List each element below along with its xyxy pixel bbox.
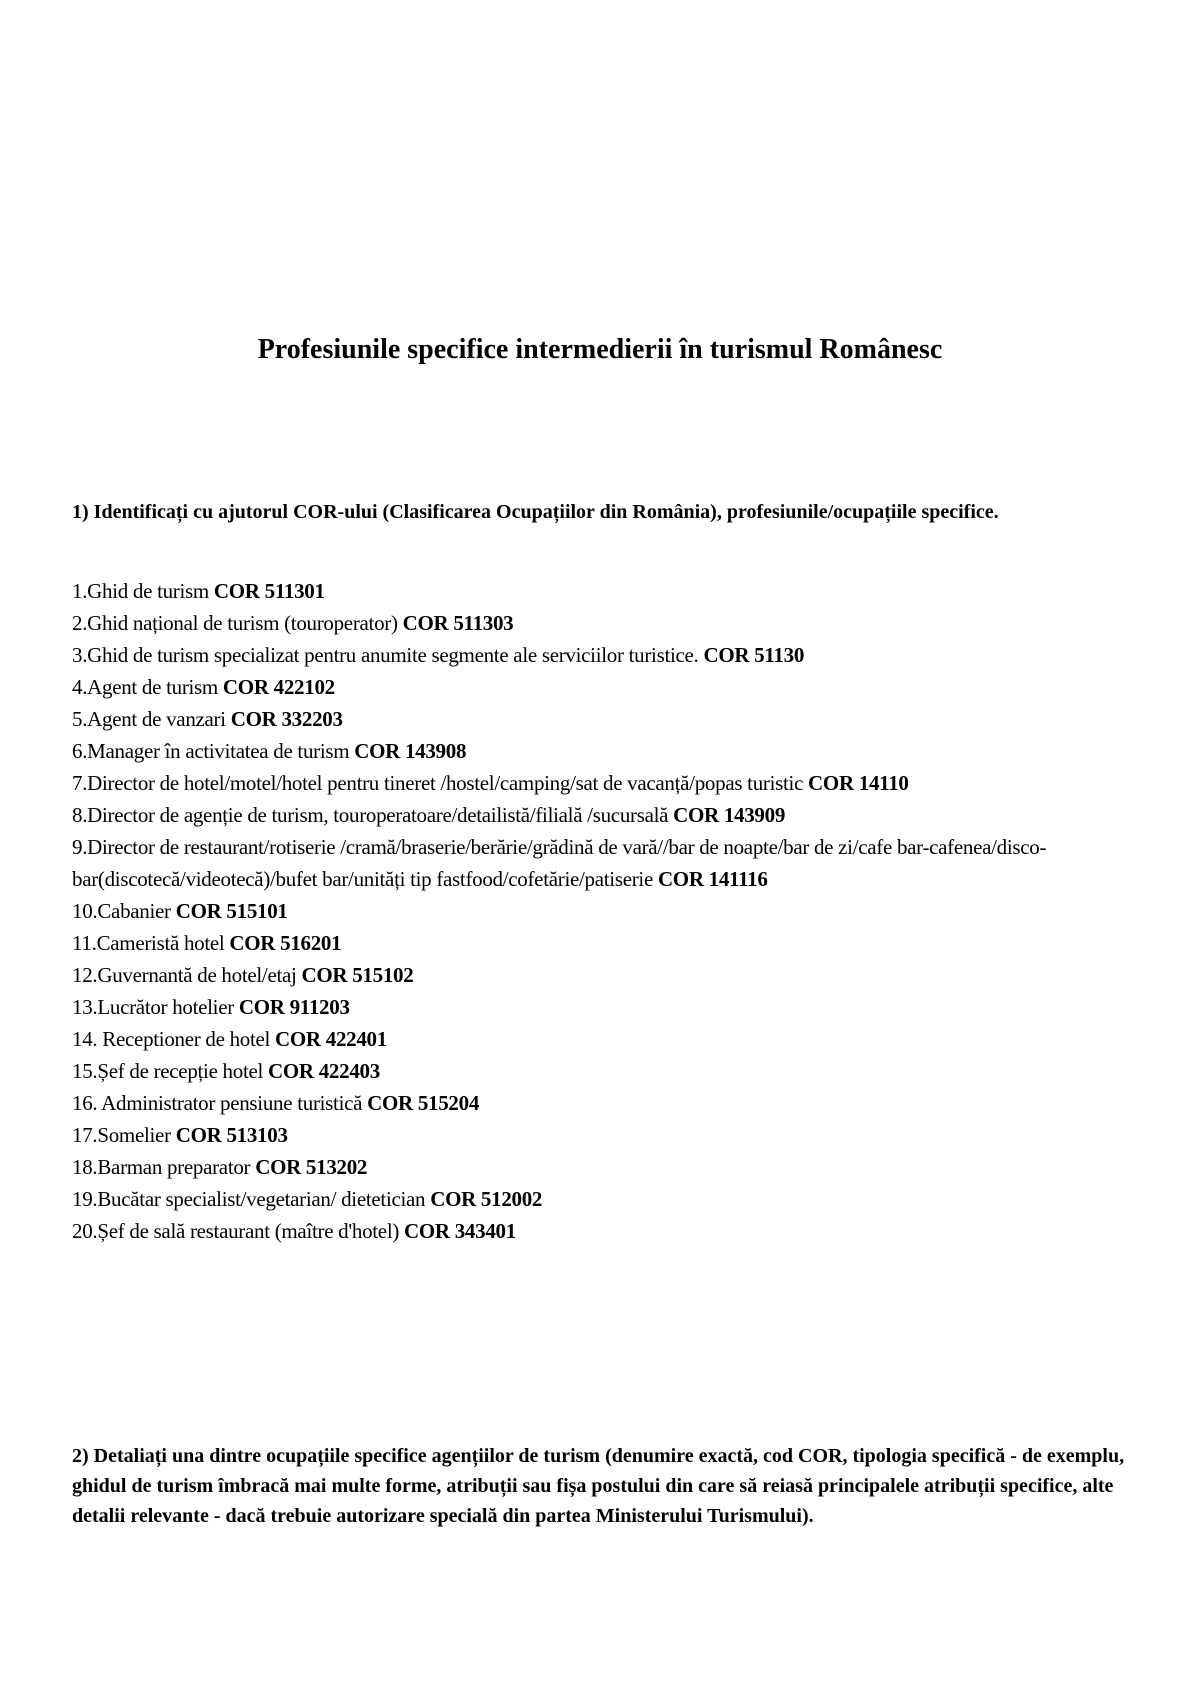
- occupation-label: 15.Șef de recepție hotel: [72, 1059, 264, 1083]
- occupation-code: COR 515101: [175, 899, 288, 923]
- occupation-code: COR 515102: [301, 963, 414, 987]
- question-2: 2) Detaliați una dintre ocupațiile specifice agențiilor de turism (denumire exactă, cod COR, tipologia specifică - de exemplu, ghidul de turism îmbracă mai multe forme, atribuții sau fișa postului din care să reiasă principalele atribuții specifice, alte detalii relevante - dacă trebuie autorizare specială din partea Ministerului Turismului).: [72, 1445, 1125, 1527]
- occupation-item: [72, 799, 1142, 831]
- occupation-label: 3.Ghid de turism specializat pentru anumite segmente ale serviciilor turistice.: [72, 643, 699, 667]
- occupation-code: COR 515204: [367, 1091, 480, 1115]
- occupation-label: 17.Somelier: [72, 1123, 171, 1147]
- occupation-label: 14. Receptioner de hotel: [72, 1027, 271, 1051]
- occupation-code: COR 14110: [808, 771, 909, 795]
- occupation-item: [72, 1055, 1142, 1087]
- occupation-item: [72, 607, 1142, 639]
- occupation-code: COR 143909: [673, 803, 786, 827]
- occupation-code: COR 51130: [703, 643, 805, 667]
- occupation-code: COR 422102: [222, 675, 335, 699]
- occupation-code: COR 513103: [175, 1123, 288, 1147]
- occupation-item: [72, 671, 1142, 703]
- question-1: 1) Identificați cu ajutorul COR-ului (Clasificarea Ocupațiilor din România), profesiunile/ocupațiile specifice.: [72, 501, 999, 523]
- occupation-item: [72, 1087, 1142, 1119]
- occupation-label: 7.Director de hotel/motel/hotel pentru tineret /hostel/camping/sat de vacanță/popas turistic: [72, 771, 804, 795]
- occupation-item: [72, 1183, 1142, 1215]
- occupation-code: COR 422403: [268, 1059, 380, 1083]
- occupation-item: [72, 959, 1142, 991]
- occupation-label: 19.Bucătar specialist/vegetarian/ dietetician: [72, 1187, 426, 1211]
- occupation-item: [72, 767, 1142, 799]
- occupation-label: 2.Ghid național de turism (touroperator): [72, 611, 398, 635]
- occupation-item: [72, 1119, 1142, 1151]
- occupation-item: [72, 831, 1142, 895]
- occupation-label: 11.Cameristă hotel: [72, 931, 225, 955]
- occupation-item: [72, 735, 1142, 767]
- occupation-code: COR 516201: [229, 931, 342, 955]
- occupation-item: [72, 703, 1142, 735]
- occupation-label: 18.Barman preparator: [72, 1155, 251, 1179]
- occupation-code: COR 332203: [230, 707, 343, 731]
- occupation-label: 8.Director de agenție de turism, touroperatoare/detailistă/filială /sucursală: [72, 803, 669, 827]
- occupation-code: COR 911203: [238, 995, 350, 1019]
- occupation-label: 6.Manager în activitatea de turism: [72, 739, 350, 763]
- occupation-item: [72, 639, 1142, 671]
- occupation-label: 9.Director de restaurant/rotiserie /cramă/braserie/berărie/grădină de vară//bar de noapte/bar de zi/cafe bar-cafenea/disco-bar(discotecă/videotecă)/bufet bar/unități tip fastfood/cofetărie/patiserie: [72, 835, 1047, 891]
- occupation-code: COR 511301: [213, 579, 325, 603]
- occupation-code: COR 512002: [430, 1187, 543, 1211]
- occupation-item: [72, 575, 1142, 607]
- occupation-code: COR 141116: [657, 867, 768, 891]
- document-title: Profesiunile specifice intermedierii în turismul Românesc: [257, 334, 943, 365]
- occupation-label: 12.Guvernantă de hotel/etaj: [72, 963, 297, 987]
- occupation-label: 10.Cabanier: [72, 899, 171, 923]
- occupation-list: [72, 575, 1142, 1247]
- occupation-item: [72, 927, 1142, 959]
- occupation-item: [72, 1023, 1142, 1055]
- occupation-code: COR 513202: [255, 1155, 368, 1179]
- occupation-label: 5.Agent de vanzari: [72, 707, 226, 731]
- occupation-label: 16. Administrator pensiune turistică: [72, 1091, 363, 1115]
- occupation-label: 1.Ghid de turism: [72, 579, 209, 603]
- occupation-item: [72, 1215, 1142, 1247]
- occupation-item: [72, 895, 1142, 927]
- occupation-label: 20.Șef de sală restaurant (maître d'hotel): [72, 1219, 400, 1243]
- occupation-code: COR 343401: [404, 1219, 516, 1243]
- occupation-item: [72, 1151, 1142, 1183]
- occupation-code: COR 511303: [402, 611, 514, 635]
- occupation-item: [72, 991, 1142, 1023]
- occupation-code: COR 422401: [275, 1027, 387, 1051]
- occupation-code: COR 143908: [354, 739, 467, 763]
- occupation-label: 4.Agent de turism: [72, 675, 218, 699]
- occupation-label: 13.Lucrător hotelier: [72, 995, 234, 1019]
